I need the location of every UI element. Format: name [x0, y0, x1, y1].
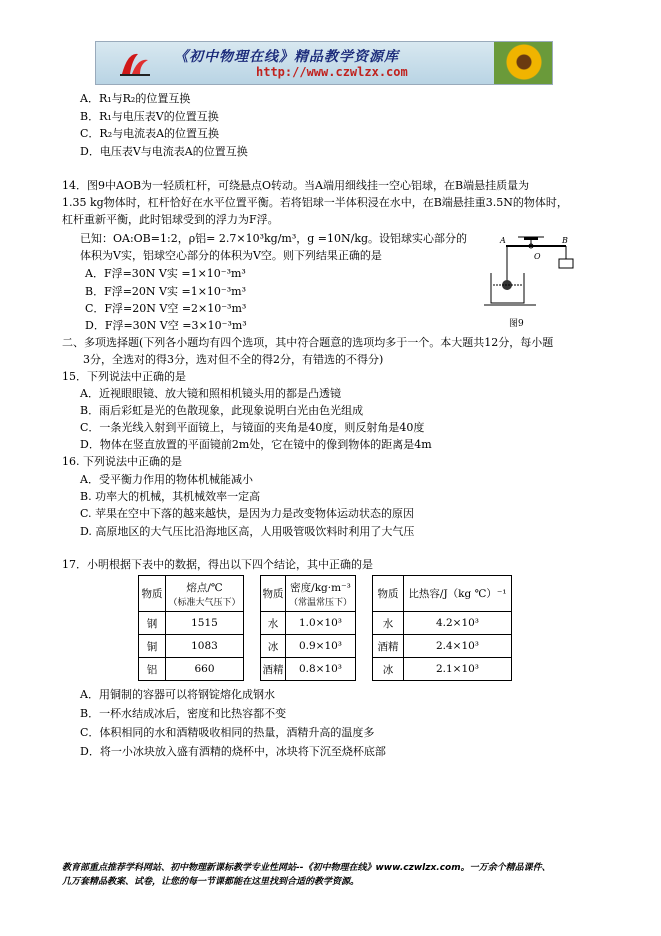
- table-cell: 2.4×10³: [404, 635, 512, 658]
- q16-option-a: A．受平衡力作用的物体机械能减小: [80, 473, 253, 486]
- figure-label-o: O: [534, 252, 541, 261]
- table-cell: 冰: [261, 635, 286, 658]
- q17-option-d: D．将一小冰块放入盛有酒精的烧杯中，冰块将下沉至烧杯底部: [80, 745, 386, 758]
- table-cell: 冰: [373, 658, 404, 681]
- q14-option-d: D．F浮=30N V空 =3×10⁻³m³: [85, 319, 247, 332]
- sunflower-image: [494, 42, 552, 84]
- density-table: [260, 575, 356, 681]
- q14-stem-1: 14．图9中AOB为一轻质杠杆，可绕悬点O转动。当A端用细线挂一空心铝球，在B端悬挂质量为: [62, 179, 530, 192]
- table-cell: 660: [166, 658, 244, 681]
- melting-point-table: [138, 575, 244, 681]
- q15-stem: 15．下列说法中正确的是: [62, 370, 186, 383]
- table-header: 物质: [261, 576, 286, 612]
- site-logo-icon: [118, 48, 152, 78]
- table-header: 物质: [139, 576, 166, 612]
- table-header: 比热容/J（kg ℃）⁻¹: [404, 576, 512, 612]
- table-cell: 0.9×10³: [286, 635, 356, 658]
- q13-option-c: C．R₂与电流表A的位置互换: [80, 127, 220, 140]
- q13-option-b: B．R₁与电压表V的位置互换: [80, 110, 219, 123]
- q14-stem-5: 体积为V实，铝球空心部分的体积为V空。则下列结果正确的是: [80, 249, 382, 262]
- q15-option-d: D．物体在竖直放置的平面镜前2m处，它在镜中的像到物体的距离是4m: [80, 438, 432, 451]
- table-cell: 1.0×10³: [286, 612, 356, 635]
- q15-option-b: B．雨后彩虹是光的色散现象，此现象说明白光由色光组成: [80, 404, 364, 417]
- q15-option-c: C．一条光线入射到平面镜上，与镜面的夹角是40度，则反射角是40度: [80, 421, 425, 434]
- q16-stem: 16. 下列说法中正确的是: [62, 455, 182, 468]
- table-cell: 铝: [139, 658, 166, 681]
- table-cell: 铜: [139, 635, 166, 658]
- q13-option-a: A．R₁与R₂的位置互换: [80, 92, 191, 105]
- q17-option-c: C．体积相同的水和酒精吸收相同的热量，酒精升高的温度多: [80, 726, 375, 739]
- table-header: 熔点/℃: [186, 581, 223, 594]
- figure-label-a: A: [500, 236, 506, 245]
- q14-option-b: B．F浮=20N V实 =1×10⁻³m³: [85, 285, 246, 298]
- table-header: 密度/kg·m⁻³: [290, 581, 351, 594]
- table-header: 物质: [373, 576, 404, 612]
- table-cell: 1083: [166, 635, 244, 658]
- table-cell: 酒精: [261, 658, 286, 681]
- footer-line-1: 教育部重点推荐学科网站、初中物理新课标教学专业性网站--《初中物理在线》www.czwlzx.com。一万余个精品课件、: [62, 863, 551, 873]
- q17-stem: 17．小明根据下表中的数据，得出以下四个结论，其中正确的是: [62, 558, 373, 571]
- q16-option-b: B. 功率大的机械，其机械效率一定高: [80, 490, 261, 503]
- section2-heading-1: 二、多项选择题(下列各小题均有四个选项，其中符合题意的选项均多于一个。本大题共12分，每小题: [62, 336, 554, 349]
- q13-option-d: D．电压表V与电流表A的位置互换: [80, 145, 248, 158]
- q14-option-c: C．F浮=20N V空 =2×10⁻³m³: [85, 302, 247, 315]
- q17-option-a: A．用铜制的容器可以将钢锭熔化成钢水: [80, 688, 275, 701]
- lever-figure-diagram: [480, 233, 590, 333]
- header-banner: [95, 41, 553, 85]
- q16-option-c: C. 苹果在空中下落的越来越快，是因为力是改变物体运动状态的原因: [80, 507, 415, 520]
- q15-option-a: A．近视眼眼镜、放大镜和照相机镜头用的都是凸透镜: [80, 387, 341, 400]
- banner-url[interactable]: http://www.czwlzx.com: [256, 65, 408, 79]
- table-cell: 水: [373, 612, 404, 635]
- q14-stem-2: 1.35 kg物体时，杠杆恰好在水平位置平衡。若将铝球一半体积浸在水中，在B端悬挂重3.5N的物体时，: [62, 196, 568, 209]
- q14-stem-4: 已知：OA:OB=1:2，ρ铝= 2.7×10³kg/m³，g =10N/kg。设铝球实心部分的: [80, 232, 468, 245]
- footer-line-2: 几万套精品教案、试卷，让您的每一节课都能在这里找到合适的教学资源。: [62, 877, 360, 887]
- q17-option-b: B．一杯水结成冰后，密度和比热容都不变: [80, 707, 287, 720]
- q16-option-d: D. 高原地区的大气压比沿海地区高，人用吸管吸饮料时利用了大气压: [80, 525, 415, 538]
- figure-label-b: B: [562, 236, 568, 245]
- table-cell: 酒精: [373, 635, 404, 658]
- table-cell: 钢: [139, 612, 166, 635]
- table-header-sub: （标准大气压下）: [168, 597, 241, 608]
- banner-title: 《初中物理在线》精品教学资源库: [174, 49, 399, 65]
- section2-heading-2: 3分，全选对的得3分，选对但不全的得2分，有错选的不得分): [83, 353, 384, 366]
- table-cell: 2.1×10³: [404, 658, 512, 681]
- table-cell: 水: [261, 612, 286, 635]
- table-cell: 4.2×10³: [404, 612, 512, 635]
- table-header-sub: （常温常压下）: [288, 597, 352, 608]
- specific-heat-table: [372, 575, 512, 681]
- q14-option-a: A．F浮=30N V实 =1×10⁻³m³: [85, 267, 246, 280]
- table-cell: 0.8×10³: [286, 658, 356, 681]
- q14-stem-3: 杠杆重新平衡，此时铝球受到的浮力为F浮。: [62, 213, 279, 226]
- figure-caption: 图9: [509, 319, 524, 329]
- table-cell: 1515: [166, 612, 244, 635]
